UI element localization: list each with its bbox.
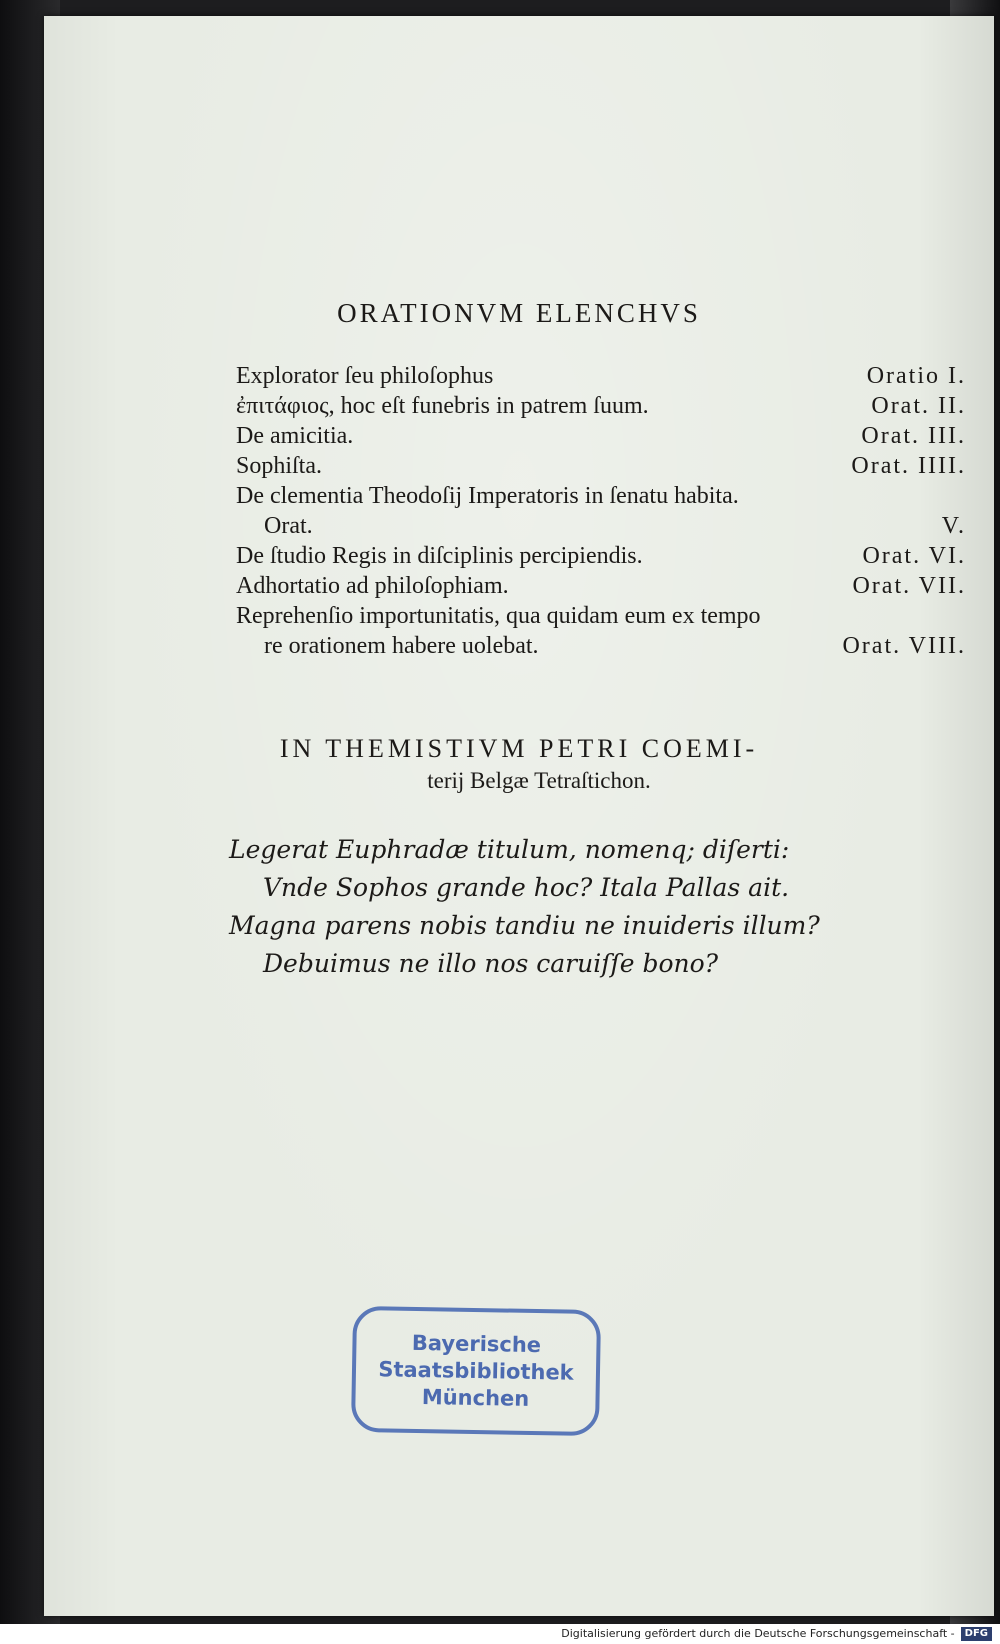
toc-row <box>236 541 966 571</box>
toc-row <box>236 391 966 421</box>
stamp-line: Staatsbibliothek <box>378 1356 574 1385</box>
toc-row <box>236 631 966 661</box>
stamp-line: München <box>421 1384 530 1411</box>
toc-ref: Orat. VIII. <box>842 633 966 659</box>
toc-ref: Orat. VI. <box>862 543 966 569</box>
poem-line: Legerat Euphradæ titulum, nomenq; diſerti: <box>229 835 790 864</box>
page-heading: ORATIONVM ELENCHVS <box>337 298 701 328</box>
library-stamp <box>351 1306 601 1436</box>
tetrastichon-poem <box>229 831 869 983</box>
toc-ref: Orat. IIII. <box>851 453 966 479</box>
toc-title: Adhortatio ad philoſophiam. <box>236 573 509 599</box>
toc-title: De ſtudio Regis in diſciplinis percipiendis. <box>236 543 643 569</box>
toc-title: ἐπιτάφιος, hoc eſt funebris in patrem ſuum. <box>236 393 649 419</box>
toc-ref: V. <box>941 513 966 539</box>
toc-row <box>236 481 966 511</box>
tetrastichon-heading-line: IN THEMISTIVM PETRI COEMI- <box>279 734 759 763</box>
toc-ref: Oratio I. <box>866 363 966 389</box>
dfg-logo-icon: DFG <box>961 1627 992 1641</box>
orations-table-of-contents <box>236 361 966 661</box>
digitization-footer <box>0 1624 1000 1644</box>
toc-title: De amicitia. <box>236 423 354 449</box>
tetrastichon-heading <box>44 734 994 794</box>
footer-text: Digitalisierung gefördert durch die Deutsche Forschungsgemeinschaft - <box>561 1627 955 1640</box>
tetrastichon-heading-line: terij Belgæ Tetraſtichon. <box>427 768 651 793</box>
toc-row <box>236 421 966 451</box>
toc-ref: Orat. II. <box>871 393 966 419</box>
toc-row <box>236 601 966 631</box>
toc-title: Sophiſta. <box>236 453 323 479</box>
toc-title: De clementia Theodoſij Imperatoris in ſenatu habita. <box>236 483 739 509</box>
toc-row <box>236 361 966 391</box>
poem-line: Debuimus ne illo nos caruiſſe bono? <box>263 949 719 978</box>
poem-line: Vnde Sophos grande hoc? Itala Pallas ait. <box>263 873 790 902</box>
toc-ref: Orat. III. <box>861 423 966 449</box>
toc-ref: Orat. VII. <box>852 573 966 599</box>
toc-title: Explorator ſeu philoſophus <box>236 363 494 389</box>
toc-row <box>236 511 966 541</box>
stamp-line: Bayerische <box>411 1330 542 1357</box>
toc-title: Reprehenſio importunitatis, qua quidam eum ex tempo <box>236 603 761 629</box>
toc-row <box>236 571 966 601</box>
book-page <box>44 16 994 1616</box>
toc-title: Orat. <box>264 513 313 539</box>
toc-title: re orationem habere uolebat. <box>264 633 539 659</box>
poem-line: Magna parens nobis tandiu ne inuideris illum? <box>229 911 820 940</box>
toc-row <box>236 451 966 481</box>
